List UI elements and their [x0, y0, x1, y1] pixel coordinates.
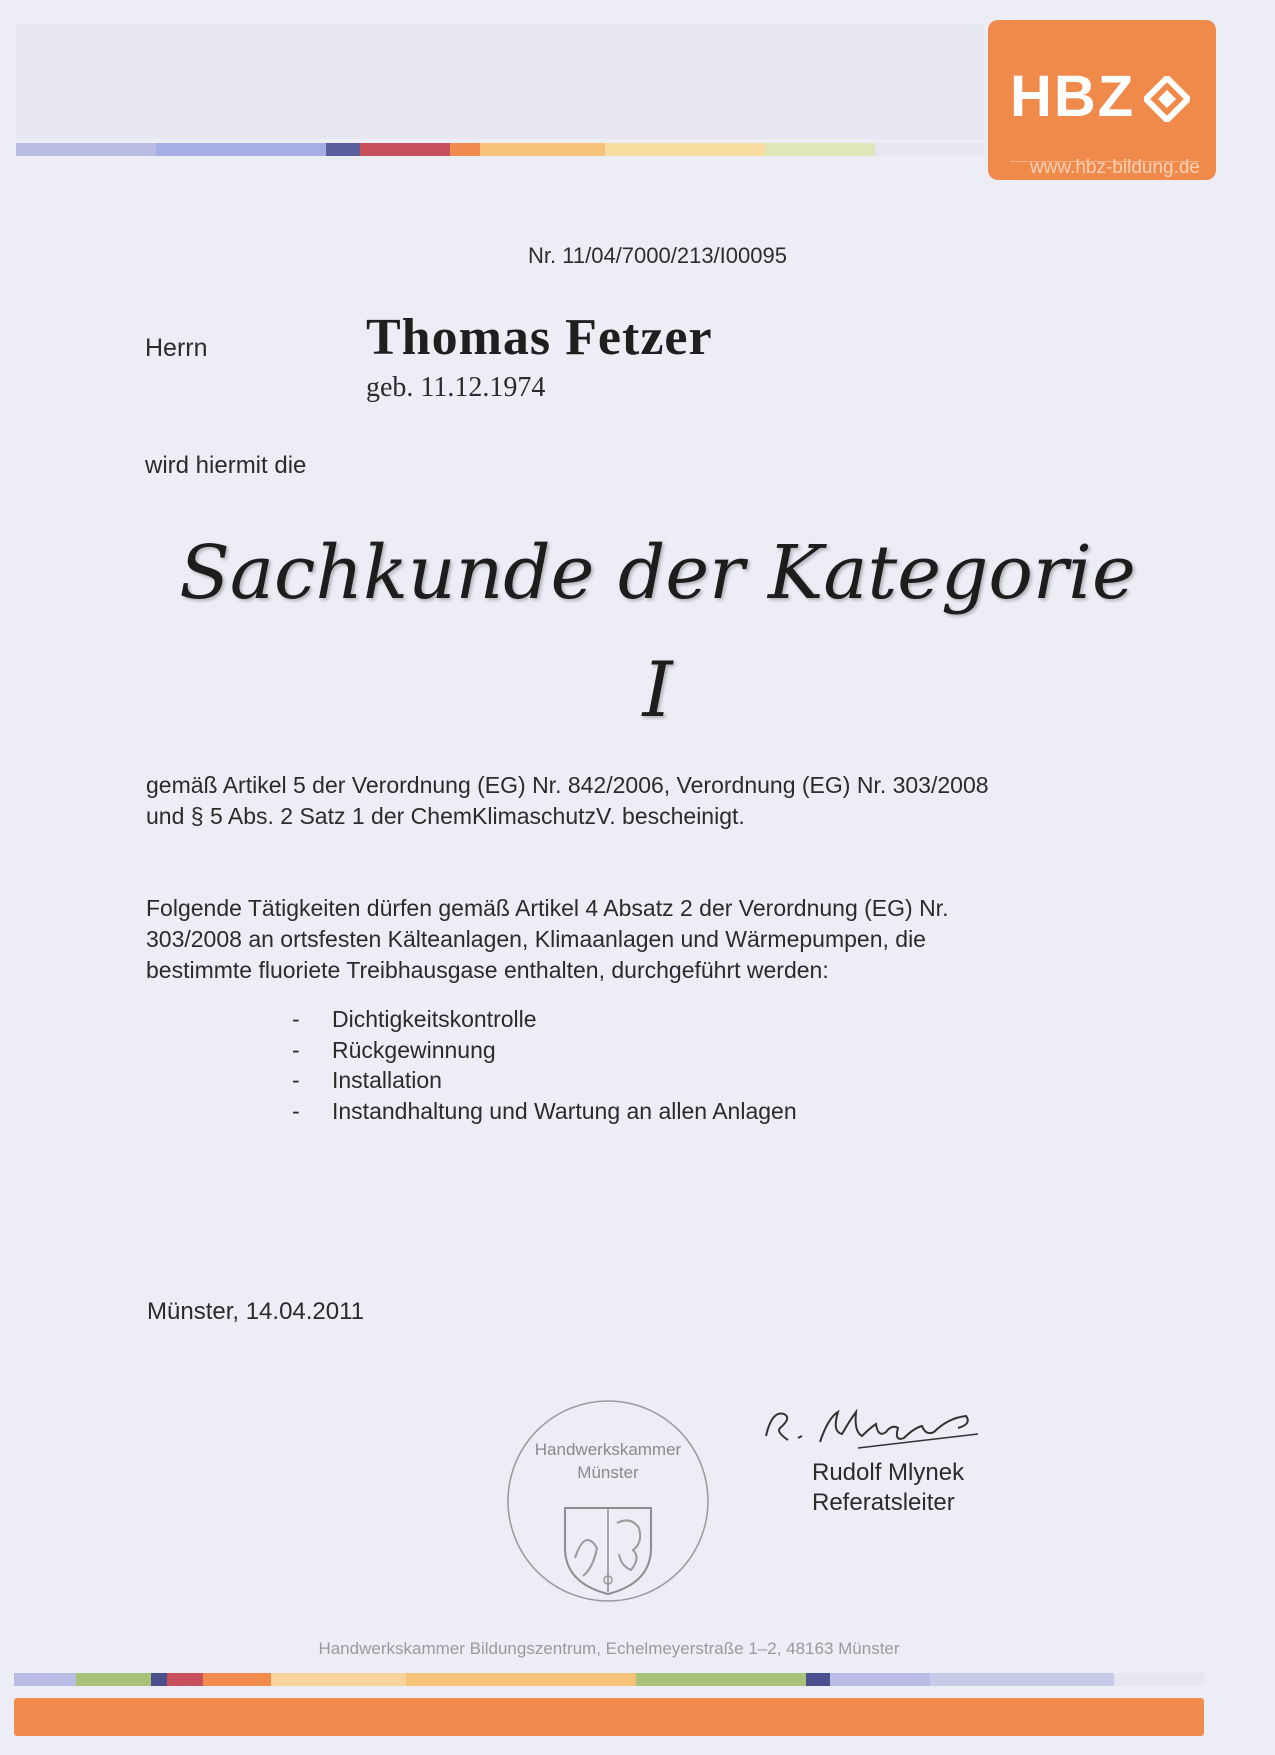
list-item	[292, 1065, 797, 1096]
activities-intro	[146, 893, 1106, 986]
certificate-number: Nr. 11/04/7000/213/I00095	[528, 243, 787, 268]
recipient-name: Thomas Fetzer	[366, 309, 713, 366]
top-color-stripe	[16, 143, 984, 156]
signature	[758, 1398, 1018, 1458]
signer-title: Referatsleiter	[812, 1489, 955, 1516]
list-marker: -	[292, 1067, 300, 1093]
list-item	[292, 1004, 797, 1035]
hbz-logo[interactable]	[988, 20, 1216, 180]
activities-intro-line: Folgende Tätigkeiten dürfen gemäß Artikel 4 Absatz 2 der Verordnung (EG) Nr.	[146, 895, 949, 921]
list-item	[292, 1035, 797, 1066]
footer-address: Handwerkskammer Bildungszentrum, Echelmeyerstraße 1–2, 48163 Münster	[318, 1639, 900, 1658]
activities-list	[292, 1004, 797, 1126]
footer-orange-bar	[14, 1698, 1204, 1736]
logo-url[interactable]: www.hbz-bildung.de	[1029, 157, 1200, 178]
logo-wordmark: HBZ	[1010, 64, 1136, 129]
list-item-label: Installation	[332, 1067, 442, 1093]
intro-line: wird hiermit die	[145, 452, 307, 479]
legal-basis-line: gemäß Artikel 5 der Verordnung (EG) Nr. 842/2006, Verordnung (EG) Nr. 303/2008	[146, 772, 989, 798]
list-marker: -	[292, 1036, 300, 1063]
list-item-label: Instandhaltung und Wartung an allen Anlagen	[332, 1097, 797, 1124]
place-date: Münster, 14.04.2011	[147, 1298, 365, 1325]
activities-intro-line: 303/2008 an ortsfesten Kälteanlagen, Klimaanlagen und Wärmepumpen, die	[146, 926, 926, 952]
salutation: Herrn	[145, 334, 208, 362]
certificate-category: I	[642, 645, 673, 734]
birth-date: geb. 11.12.1974	[366, 372, 546, 403]
list-marker: -	[292, 1097, 300, 1124]
activities-intro-line: bestimmte fluoriete Treibhausgase enthalten, durchgeführt werden:	[146, 957, 829, 983]
certificate-title: Sachkunde der Kategorie	[179, 530, 1136, 616]
list-item-label: Dichtigkeitskontrolle	[332, 1006, 537, 1032]
list-item-label: Rückgewinnung	[332, 1036, 496, 1063]
seal-text: Handwerkskammer	[534, 1440, 682, 1459]
bottom-color-stripe	[14, 1673, 1204, 1686]
logo-diamond-icon	[1144, 76, 1190, 122]
legal-basis-line: und § 5 Abs. 2 Satz 1 der ChemKlimaschutzV. bescheinigt.	[146, 803, 745, 829]
legal-basis	[146, 770, 1106, 832]
list-item	[292, 1096, 797, 1127]
seal-stamp	[505, 1398, 711, 1604]
seal-text: Münster	[577, 1463, 639, 1482]
signer-name: Rudolf Mlynek	[812, 1459, 965, 1486]
header-panel	[16, 24, 984, 139]
list-marker: -	[292, 1006, 300, 1032]
